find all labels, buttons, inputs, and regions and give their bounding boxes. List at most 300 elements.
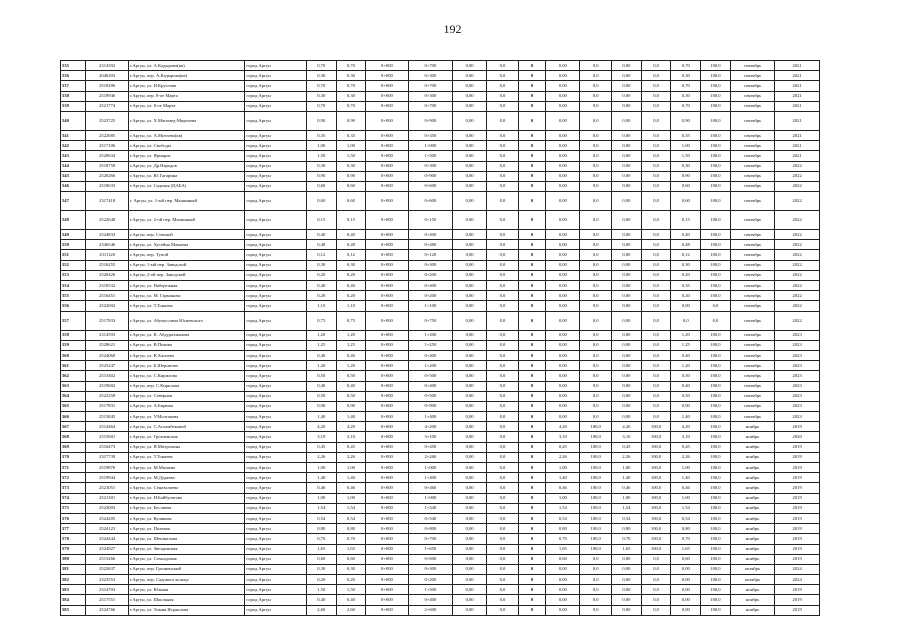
table-cell: город Аргун: [245, 71, 306, 81]
table-cell: ноябрь: [730, 605, 775, 615]
table-cell: 0,40: [336, 381, 366, 391]
table-cell: 0+700: [408, 61, 453, 71]
table-cell: 0,35: [336, 130, 366, 140]
table-cell: 540: [61, 111, 86, 130]
table-cell: 0+000: [366, 422, 408, 432]
table-cell: 0+000: [366, 442, 408, 452]
table-cell: 0,40: [306, 595, 336, 605]
table-cell: 0+480: [408, 240, 453, 250]
table-cell: ноябрь: [730, 442, 775, 452]
table-cell: 0+460: [408, 483, 453, 493]
table-cell: ноябрь: [730, 595, 775, 605]
table-cell: 2021: [775, 151, 820, 161]
table-cell: 1,00: [306, 463, 336, 473]
table-cell: г.Аргун, 2-ой пер. Заводской: [128, 270, 245, 280]
table-cell: 1,40: [671, 473, 701, 483]
table-cell: 1,25: [306, 340, 336, 350]
table-cell: 536: [61, 71, 86, 81]
table-cell: 0+750: [408, 311, 453, 330]
table-cell: 0+000: [366, 311, 408, 330]
table-cell: 0: [518, 432, 546, 442]
table-cell: 0,48: [306, 240, 336, 250]
table-row: [61, 111, 820, 130]
table-cell: 0,00: [612, 240, 642, 250]
table-cell: 2+600: [408, 605, 453, 615]
table-cell: 0+300: [408, 91, 453, 101]
table-cell: 0,00: [612, 211, 642, 230]
table-cell: 0+000: [366, 534, 408, 544]
table-cell: 0: [518, 270, 546, 280]
table-cell: 1+650: [408, 544, 453, 554]
table-cell: 100,0: [580, 432, 612, 442]
table-cell: 0,50: [336, 371, 366, 381]
table-cell: 2524833: [86, 230, 128, 240]
table-cell: 0,30: [671, 71, 701, 81]
table-cell: г.Аргун, ул. В.Хасиева: [128, 350, 245, 360]
table-row: [61, 534, 820, 544]
table-cell: 0: [518, 371, 546, 381]
table-cell: 100,0: [701, 361, 731, 371]
table-cell: 2019: [775, 503, 820, 513]
table-cell: 0: [518, 81, 546, 91]
table-row: [61, 564, 820, 574]
table-cell: ноябрь: [730, 463, 775, 473]
table-cell: 100,0: [701, 605, 731, 615]
table-cell: г.Аргун, ул. Я.Митрохина: [128, 442, 245, 452]
table-cell: 0,0: [641, 211, 671, 230]
table-cell: сентябрь: [730, 361, 775, 371]
table-cell: 0+300: [408, 71, 453, 81]
table-cell: 2023: [775, 371, 820, 381]
table-cell: 0,00: [453, 524, 487, 534]
table-cell: 0,00: [546, 111, 580, 130]
table-cell: г.Аргун, ул. Н.Байбулатова: [128, 493, 245, 503]
table-cell: 0,00: [612, 605, 642, 615]
table-cell: 542: [61, 141, 86, 151]
table-cell: 2519944: [86, 473, 128, 483]
table-cell: 2021: [775, 91, 820, 101]
table-cell: 3,10: [336, 432, 366, 442]
table-cell: 0,40: [336, 230, 366, 240]
table-cell: 0: [518, 330, 546, 340]
table-cell: 2023: [775, 330, 820, 340]
table-cell: 0,60: [546, 554, 580, 564]
table-cell: сентябрь: [730, 371, 775, 381]
table-cell: 1,00: [546, 493, 580, 503]
table-cell: 1+000: [408, 463, 453, 473]
table-row: [61, 281, 820, 291]
table-cell: 565: [61, 401, 86, 411]
table-cell: 1,00: [612, 463, 642, 473]
table-cell: 0+700: [408, 101, 453, 111]
table-cell: 2,26: [336, 452, 366, 462]
table-cell: 0,00: [546, 240, 580, 250]
table-cell: 0,50: [336, 391, 366, 401]
table-cell: 100,0: [701, 71, 731, 81]
table-cell: 0+600: [408, 181, 453, 191]
table-cell: 0,30: [336, 71, 366, 81]
table-cell: 100,0: [701, 171, 731, 181]
table-cell: 0,80: [546, 524, 580, 534]
table-cell: 0,0: [487, 473, 519, 483]
table-cell: 0+400: [408, 281, 453, 291]
table-cell: 0,0: [580, 575, 612, 585]
table-cell: октябрь: [730, 564, 775, 574]
table-cell: 0,0: [487, 301, 519, 311]
table-cell: сентябрь: [730, 111, 775, 130]
table-cell: 553: [61, 270, 86, 280]
table-cell: 0,00: [546, 71, 580, 81]
table-cell: 0: [518, 350, 546, 360]
table-cell: 0,0: [487, 141, 519, 151]
table-cell: 0: [518, 391, 546, 401]
table-cell: 0,0: [580, 192, 612, 211]
table-cell: 0,00: [546, 361, 580, 371]
table-cell: 0,00: [671, 564, 701, 574]
table-cell: город Аргун: [245, 330, 306, 340]
table-cell: 100,0: [701, 250, 731, 260]
table-cell: 0,00: [546, 311, 580, 330]
table-cell: 0,0: [641, 230, 671, 240]
table-cell: 0+600: [408, 192, 453, 211]
table-cell: 100,0: [701, 371, 731, 381]
table-cell: ноябрь: [730, 432, 775, 442]
table-cell: 0,40: [671, 381, 701, 391]
table-cell: 0+500: [408, 391, 453, 401]
table-cell: 554: [61, 281, 86, 291]
table-cell: 0,45: [612, 442, 642, 452]
table-cell: 0: [518, 381, 546, 391]
table-cell: 3,10: [546, 432, 580, 442]
table-cell: 0,20: [336, 270, 366, 280]
table-cell: город Аргун: [245, 301, 306, 311]
table-cell: 2520266: [86, 171, 128, 181]
table-cell: 0: [518, 554, 546, 564]
table-cell: 0: [518, 101, 546, 111]
table-cell: 0,46: [671, 483, 701, 493]
table-cell: город Аргун: [245, 483, 306, 493]
table-cell: 0,0: [487, 513, 519, 523]
table-row: [61, 463, 820, 473]
table-cell: 0,0: [580, 564, 612, 574]
table-cell: 0: [518, 301, 546, 311]
table-cell: 0,00: [453, 192, 487, 211]
table-cell: 0,54: [546, 513, 580, 523]
table-cell: 0,0: [641, 61, 671, 71]
table-cell: 0+000: [366, 250, 408, 260]
table-cell: 0,75: [336, 311, 366, 330]
table-cell: 0,00: [453, 340, 487, 350]
table-row: [61, 422, 820, 432]
table-cell: 0,0: [580, 211, 612, 230]
table-cell: 2518296: [86, 81, 128, 91]
table-cell: 100,0: [641, 473, 671, 483]
table-cell: город Аргун: [245, 192, 306, 211]
table-cell: 2023: [775, 381, 820, 391]
table-cell: город Аргун: [245, 361, 306, 371]
table-cell: г.Аргун, ул. М.Дудаева: [128, 473, 245, 483]
table-cell: 0,00: [546, 301, 580, 311]
table-cell: 576: [61, 513, 86, 523]
table-cell: город Аргун: [245, 151, 306, 161]
table-cell: 0,20: [336, 291, 366, 301]
table-cell: 0,00: [453, 161, 487, 171]
table-cell: 0,20: [671, 270, 701, 280]
table-cell: 0,00: [612, 381, 642, 391]
table-cell: город Аргун: [245, 181, 306, 191]
table-cell: 0,0: [487, 544, 519, 554]
table-row: [61, 371, 820, 381]
table-cell: 2022: [775, 291, 820, 301]
table-cell: 100,0: [701, 412, 731, 422]
table-cell: 0,00: [453, 291, 487, 301]
table-cell: 0,00: [453, 483, 487, 493]
table-cell: 0,00: [453, 130, 487, 140]
table-body: [61, 61, 820, 616]
table-cell: 0,00: [453, 585, 487, 595]
table-cell: г.Аргун, ул. А.Митаева(кв): [128, 130, 245, 140]
table-cell: 557: [61, 311, 86, 330]
table-cell: город Аргун: [245, 230, 306, 240]
table-cell: 0,00: [453, 240, 487, 250]
table-cell: 2519602: [86, 381, 128, 391]
table-cell: ноябрь: [730, 524, 775, 534]
table-row: [61, 432, 820, 442]
table-cell: 0,00: [453, 473, 487, 483]
table-cell: ноябрь: [730, 554, 775, 564]
table-cell: 4,20: [546, 422, 580, 432]
table-cell: 0,00: [453, 564, 487, 574]
table-cell: 0,0: [487, 330, 519, 340]
table-cell: 560: [61, 350, 86, 360]
table-cell: 0,00: [612, 311, 642, 330]
table-cell: 100,0: [701, 161, 731, 171]
table-cell: 0,0: [580, 71, 612, 81]
table-cell: 0,00: [453, 311, 487, 330]
table-cell: 0: [518, 361, 546, 371]
table-cell: сентябрь: [730, 71, 775, 81]
table-cell: 0+000: [366, 452, 408, 462]
table-cell: 0,00: [546, 91, 580, 101]
table-cell: сентябрь: [730, 230, 775, 240]
table-cell: город Аргун: [245, 61, 306, 71]
table-cell: г.Аргун, пер. 8-ое Марта: [128, 91, 245, 101]
table-cell: 0,00: [612, 161, 642, 171]
table-row: [61, 71, 820, 81]
table-cell: 578: [61, 534, 86, 544]
table-cell: 566: [61, 412, 86, 422]
table-cell: 561: [61, 361, 86, 371]
table-cell: 0,0: [641, 330, 671, 340]
table-cell: 0: [518, 291, 546, 301]
table-cell: 100,0: [641, 524, 671, 534]
table-cell: 0,0: [580, 181, 612, 191]
table-cell: 0,0: [487, 605, 519, 615]
table-cell: 1,65: [306, 544, 336, 554]
table-cell: 0,00: [546, 595, 580, 605]
table-cell: ноябрь: [730, 503, 775, 513]
table-cell: 0,0: [641, 585, 671, 595]
table-cell: 2019: [775, 442, 820, 452]
table-cell: 548: [61, 211, 86, 230]
table-row: [61, 161, 820, 171]
table-cell: 0: [518, 192, 546, 211]
table-cell: 0,30: [306, 260, 336, 270]
table-cell: 2019: [775, 463, 820, 473]
table-cell: 537: [61, 81, 86, 91]
table-cell: город Аргун: [245, 371, 306, 381]
table-cell: 2019: [775, 595, 820, 605]
table-cell: 2311120: [86, 250, 128, 260]
table-row: [61, 230, 820, 240]
table-row: [61, 473, 820, 483]
table-cell: 100,0: [701, 260, 731, 270]
table-cell: 579: [61, 544, 86, 554]
table-cell: 0+000: [366, 141, 408, 151]
table-cell: город Аргун: [245, 171, 306, 181]
table-cell: 100,0: [701, 340, 731, 350]
table-cell: 2019: [775, 524, 820, 534]
table-cell: 100,0: [580, 442, 612, 452]
table-cell: 0,00: [453, 442, 487, 452]
table-cell: 0,00: [612, 101, 642, 111]
table-cell: 0: [518, 463, 546, 473]
table-cell: 539: [61, 101, 86, 111]
table-cell: 1,00: [336, 463, 366, 473]
table-cell: город Аргун: [245, 585, 306, 595]
table-cell: 544: [61, 161, 86, 171]
table-cell: 0,0: [487, 161, 519, 171]
table-cell: 0,0: [487, 371, 519, 381]
table-cell: 2023: [775, 350, 820, 360]
table-cell: 0,30: [306, 161, 336, 171]
table-cell: город Аргун: [245, 422, 306, 432]
table-cell: 0+000: [366, 401, 408, 411]
table-cell: 2522258: [86, 391, 128, 401]
table-cell: 0+150: [408, 211, 453, 230]
table-cell: 0,0: [487, 230, 519, 240]
table-cell: 0,00: [453, 171, 487, 181]
table-cell: 0,30: [671, 260, 701, 270]
table-cell: 100,0: [701, 240, 731, 250]
table-cell: 0+000: [366, 171, 408, 181]
table-cell: 0+300: [408, 564, 453, 574]
table-cell: 100,0: [701, 463, 731, 473]
table-cell: 0,40: [671, 350, 701, 360]
table-cell: 0,60: [671, 192, 701, 211]
table-cell: 1,20: [671, 361, 701, 371]
table-row: [61, 575, 820, 585]
table-cell: 569: [61, 442, 86, 452]
table-cell: 2520426: [86, 270, 128, 280]
table-cell: 0,40: [306, 381, 336, 391]
table-cell: 0,00: [612, 141, 642, 151]
table-cell: 0,00: [453, 401, 487, 411]
table-cell: сентябрь: [730, 130, 775, 140]
table-cell: 0,30: [336, 260, 366, 270]
table-cell: г.Аргун, ул. Х.Магомед-Мирзоева: [128, 111, 245, 130]
table-cell: 1,54: [336, 503, 366, 513]
table-cell: 0,0: [487, 111, 519, 130]
table-cell: 2019: [775, 534, 820, 544]
table-cell: 0,15: [671, 211, 701, 230]
table-cell: 0: [518, 564, 546, 574]
table-cell: 0+000: [366, 391, 408, 401]
table-cell: 2019: [775, 483, 820, 493]
table-cell: 100,0: [701, 473, 731, 483]
table-cell: 0,0: [487, 130, 519, 140]
table-cell: 0,0: [580, 381, 612, 391]
table-cell: 582: [61, 575, 86, 585]
table-cell: 0+000: [366, 493, 408, 503]
table-cell: 0,00: [546, 412, 580, 422]
table-cell: город Аргун: [245, 311, 306, 330]
table-cell: 0,00: [453, 391, 487, 401]
table-cell: 0,30: [306, 91, 336, 101]
table-cell: 2022: [775, 311, 820, 330]
table-cell: 100,0: [701, 503, 731, 513]
table-cell: 100,0: [641, 432, 671, 442]
table-cell: сентябрь: [730, 151, 775, 161]
table-cell: 0+700: [408, 81, 453, 91]
table-cell: 0,00: [546, 181, 580, 191]
table-cell: 0,0: [580, 151, 612, 161]
table-cell: 100,0: [701, 575, 731, 585]
table-cell: 0,00: [612, 564, 642, 574]
table-cell: сентябрь: [730, 281, 775, 291]
table-cell: 0,0: [487, 101, 519, 111]
table-row: [61, 211, 820, 230]
table-cell: 0,75: [306, 311, 336, 330]
table-cell: 0+000: [366, 330, 408, 340]
table-cell: 0,0: [580, 91, 612, 101]
table-cell: 583: [61, 585, 86, 595]
table-cell: 1,40: [546, 473, 580, 483]
table-cell: 0,80: [306, 524, 336, 534]
table-row: [61, 554, 820, 564]
table-cell: 0,0: [487, 595, 519, 605]
table-cell: 2323553: [86, 575, 128, 585]
table-cell: 2022: [775, 281, 820, 291]
table-row: [61, 350, 820, 360]
table-row: [61, 101, 820, 111]
table-cell: 0+000: [366, 281, 408, 291]
table-cell: 0: [518, 442, 546, 452]
table-cell: 1,40: [612, 473, 642, 483]
table-cell: 0+000: [366, 432, 408, 442]
table-cell: 2024: [775, 564, 820, 574]
table-cell: сентябрь: [730, 101, 775, 111]
table-row: [61, 130, 820, 140]
table-cell: 0+540: [408, 513, 453, 523]
table-cell: 0,0: [580, 350, 612, 360]
table-cell: г.Аргун, ул. Полевая: [128, 524, 245, 534]
table-cell: 0,70: [671, 61, 701, 71]
table-cell: 1,00: [336, 493, 366, 503]
table-cell: 0,0: [641, 141, 671, 151]
table-cell: 2022: [775, 171, 820, 181]
table-cell: 100,0: [641, 503, 671, 513]
table-cell: 0,70: [336, 101, 366, 111]
table-cell: 0,00: [546, 575, 580, 585]
table-cell: 0+000: [366, 361, 408, 371]
table-cell: 100,0: [701, 211, 731, 230]
table-cell: город Аргун: [245, 291, 306, 301]
table-cell: 0: [518, 524, 546, 534]
table-cell: 0,00: [612, 575, 642, 585]
table-cell: 0,00: [546, 151, 580, 161]
table-cell: 0,0: [580, 141, 612, 151]
